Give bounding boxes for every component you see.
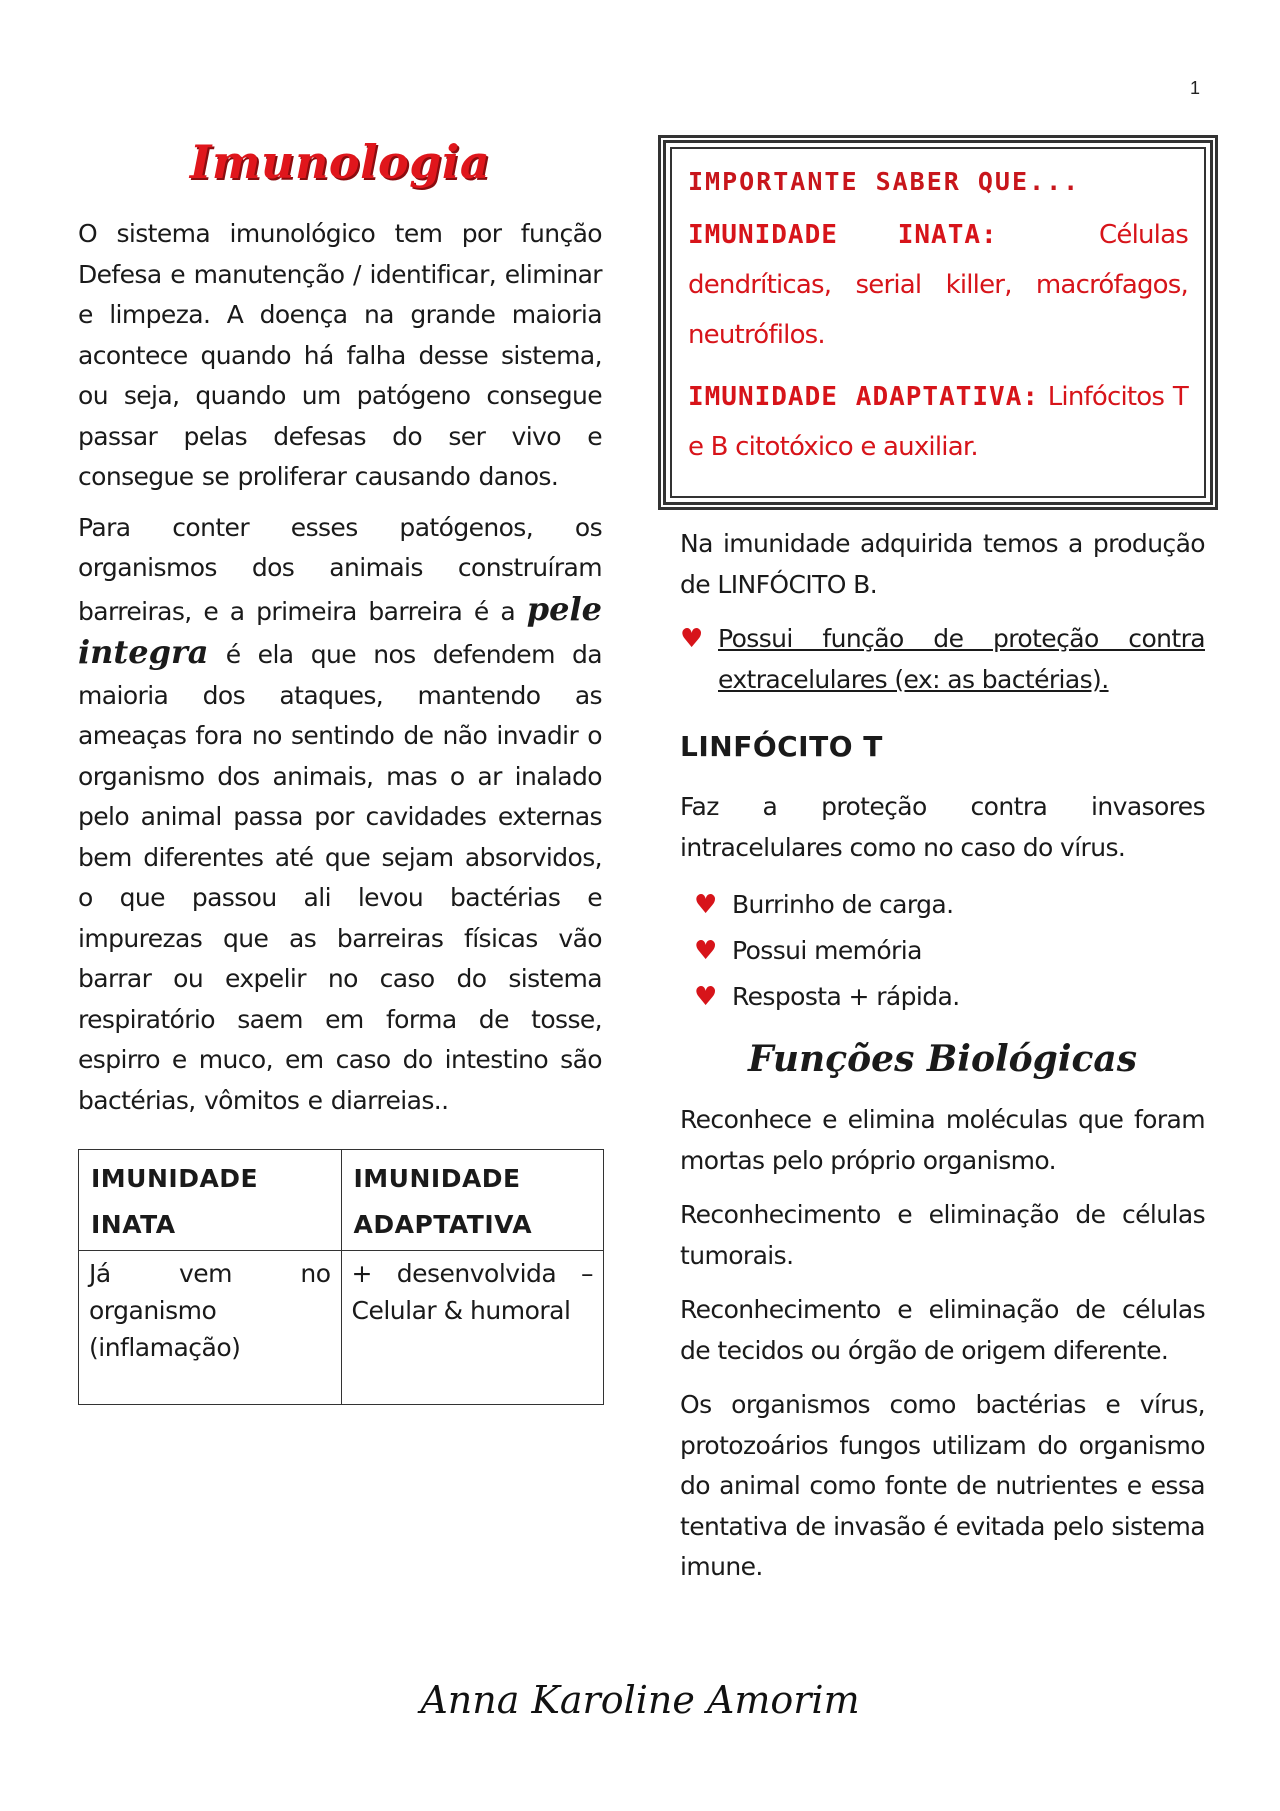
barriers-paragraph <box>78 508 602 1122</box>
table-cell-adaptativa: + desenvolvida – Celular & humoral <box>341 1251 604 1405</box>
inata-line <box>688 210 1188 360</box>
bullet-text: Resposta + rápida. <box>732 982 960 1011</box>
bullet-text: Possui função de proteção contra extracelulares (ex: as bactérias). <box>718 624 1205 694</box>
list-item <box>680 974 1205 1020</box>
funcoes-paragraph-1: Reconhece e elimina moléculas que foram mortas pelo próprio organismo. <box>680 1105 1205 1175</box>
barriers-text-start: Para conter esses patógenos, os organismos dos animais construíram barreiras, e a primeira barreira é a <box>78 512 602 626</box>
heart-icon: ♥ <box>680 624 703 654</box>
left-column <box>78 130 602 1405</box>
intro-paragraph: O sistema imunológico tem por função Defesa e manutenção / identificar, eliminar e limpeza. A doença na grande maioria acontece quando há falha desse sistema, ou seja, quando um patógeno consegue passar pelas defesas do ser vivo e consegue se proliferar causando danos. <box>78 219 602 491</box>
funcoes-paragraph-3: Reconhecimento e eliminação de células de tecidos ou órgão de origem diferente. <box>680 1295 1205 1365</box>
list-item <box>680 619 1205 700</box>
funcoes-paragraph-4: Os organismos como bactérias e vírus, protozoários fungos utilizam do organismo do animal como fonte de nutrientes e essa tentativa de invasão é evitada pelo sistema imune. <box>680 1390 1205 1581</box>
table-header-inata: IMUNIDADE INATA <box>79 1150 342 1251</box>
immunity-table <box>78 1149 604 1405</box>
linfocito-t-bullets <box>680 882 1205 1020</box>
linfocito-b-bullets <box>680 619 1205 700</box>
table-header-row <box>79 1150 604 1251</box>
funcoes-paragraph-2: Reconhecimento e eliminação de células tumorais. <box>680 1200 1205 1270</box>
right-column <box>680 135 1205 1602</box>
heart-icon: ♥ <box>694 890 717 920</box>
important-box <box>658 135 1218 510</box>
adaptativa-label: IMUNIDADE ADAPTATIVA: <box>688 382 1039 412</box>
adaptativa-line <box>688 372 1188 472</box>
linfocito-t-title: LINFÓCITO T <box>680 730 883 763</box>
pele-integra-highlight: pele integra <box>78 589 602 671</box>
list-item <box>680 882 1205 928</box>
inata-text: Células dendríticas, serial killer, macrófagos, neutrófilos. <box>688 220 1188 350</box>
barriers-text-end: é ela que nos defendem da maioria dos ataques, mantendo as ameaças fora no sentindo de não invadir o organismo dos animais, mas o ar inalado pelo animal passa por cavidades externas bem diferentes até que sejam absorvidos, o que passou ali levou bactérias e impurezas que as barreiras físicas vão barrar ou expelir no caso do sistema respiratório saem em forma de tosse, espirro e muco, em caso do intestino são bactérias, vômitos e diarreias.. <box>78 640 602 1115</box>
heart-icon: ♥ <box>694 936 717 966</box>
author-signature: Anna Karoline Amorim <box>420 1678 860 1722</box>
table-header-adaptativa: IMUNIDADE ADAPTATIVA <box>341 1150 604 1251</box>
important-heading: IMPORTANTE SABER QUE... <box>688 167 1081 196</box>
page-number: 1 <box>1190 78 1201 98</box>
table-cell-inata: Já vem no organismo (inflamação) <box>79 1251 342 1405</box>
adquirida-paragraph: Na imunidade adquirida temos a produção de LINFÓCITO B. <box>680 529 1205 599</box>
inata-label: IMUNIDADE INATA: <box>688 220 998 250</box>
list-item <box>680 928 1205 974</box>
page-title: Imunologia <box>189 135 491 189</box>
heart-icon: ♥ <box>694 982 717 1012</box>
table-row <box>79 1251 604 1405</box>
linfocito-t-paragraph: Faz a proteção contra invasores intracelulares como no caso do vírus. <box>680 792 1205 862</box>
adaptativa-text: Linfócitos T e B citotóxico e auxiliar. <box>688 382 1188 462</box>
bullet-text: Possui memória <box>732 936 922 965</box>
funcoes-title: Funções Biológicas <box>747 1038 1138 1080</box>
bullet-text: Burrinho de carga. <box>732 890 954 919</box>
